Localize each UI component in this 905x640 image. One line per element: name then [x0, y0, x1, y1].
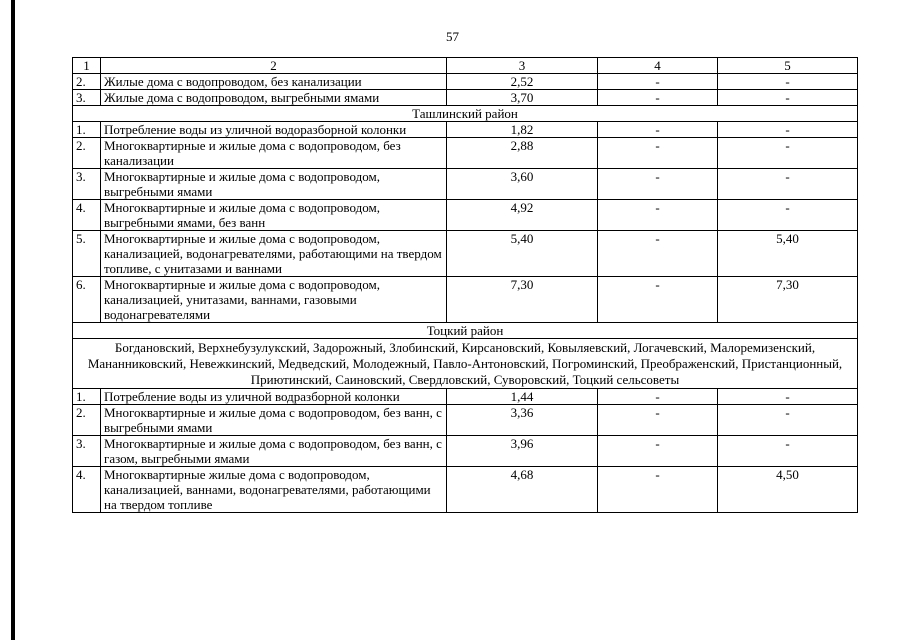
- consumption-norms-table: [72, 57, 858, 513]
- row-number: 3.: [73, 436, 101, 467]
- column-5-value: -: [718, 122, 858, 138]
- table-row: [73, 138, 858, 169]
- row-number: 1.: [73, 389, 101, 405]
- row-number: 3.: [73, 90, 101, 106]
- table-row: [73, 74, 858, 90]
- column-4-value: -: [598, 74, 718, 90]
- column-number-4: 4: [598, 58, 718, 74]
- column-5-value: 5,40: [718, 231, 858, 277]
- column-4-value: -: [598, 122, 718, 138]
- row-number: 6.: [73, 277, 101, 323]
- row-number: 2.: [73, 405, 101, 436]
- column-4-value: -: [598, 436, 718, 467]
- column-5-value: -: [718, 90, 858, 106]
- table-row: [73, 405, 858, 436]
- column-number-5: 5: [718, 58, 858, 74]
- page-number: 57: [446, 29, 459, 44]
- row-description: Многоквартирные и жилые дома с водопроводом, выгребными ямами, без ванн: [101, 200, 447, 231]
- column-5-value: 7,30: [718, 277, 858, 323]
- district-title-row: [73, 323, 858, 339]
- table-row: [73, 169, 858, 200]
- norm-value: 2,52: [447, 74, 598, 90]
- table-header-row: [73, 58, 858, 74]
- column-number-1: 1: [73, 58, 101, 74]
- row-number: 1.: [73, 122, 101, 138]
- norm-value: 2,88: [447, 138, 598, 169]
- row-number: 5.: [73, 231, 101, 277]
- norm-value: 4,92: [447, 200, 598, 231]
- row-description: Многоквартирные и жилые дома с водопроводом, без канализации: [101, 138, 447, 169]
- norm-value: 3,70: [447, 90, 598, 106]
- row-description: Многоквартирные и жилые дома с водопроводом, без ванн, с газом, выгребными ямами: [101, 436, 447, 467]
- row-number: 4.: [73, 200, 101, 231]
- row-number: 2.: [73, 138, 101, 169]
- norm-value: 3,36: [447, 405, 598, 436]
- row-description: Потребление воды из уличной водоразборной колонки: [101, 122, 447, 138]
- row-description: Многоквартирные жилые дома с водопроводом, канализацией, ваннами, водонагревателями, работающими на твердом топливе: [101, 467, 447, 513]
- column-4-value: -: [598, 405, 718, 436]
- table-row: [73, 231, 858, 277]
- column-4-value: -: [598, 277, 718, 323]
- column-5-value: -: [718, 436, 858, 467]
- column-4-value: -: [598, 138, 718, 169]
- column-5-value: -: [718, 138, 858, 169]
- district-title: Ташлинский район: [73, 106, 858, 122]
- table-row: [73, 389, 858, 405]
- row-number: 2.: [73, 74, 101, 90]
- column-5-value: 4,50: [718, 467, 858, 513]
- column-4-value: -: [598, 90, 718, 106]
- table-row: [73, 122, 858, 138]
- column-5-value: -: [718, 389, 858, 405]
- norm-value: 3,60: [447, 169, 598, 200]
- row-description: Потребление воды из уличной водразборной колонки: [101, 389, 447, 405]
- scan-edge-bar: [11, 0, 15, 640]
- column-5-value: -: [718, 405, 858, 436]
- column-5-value: -: [718, 74, 858, 90]
- table-row: [73, 436, 858, 467]
- column-number-3: 3: [447, 58, 598, 74]
- row-description: Многоквартирные и жилые дома с водопроводом, выгребными ямами: [101, 169, 447, 200]
- norm-value: 5,40: [447, 231, 598, 277]
- row-number: 3.: [73, 169, 101, 200]
- norm-value: 7,30: [447, 277, 598, 323]
- table-row: [73, 200, 858, 231]
- column-5-value: -: [718, 169, 858, 200]
- norm-value: 1,82: [447, 122, 598, 138]
- column-4-value: -: [598, 467, 718, 513]
- row-description: Жилые дома с водопроводом, без канализации: [101, 74, 447, 90]
- norm-value: 1,44: [447, 389, 598, 405]
- norm-value: 3,96: [447, 436, 598, 467]
- norm-value: 4,68: [447, 467, 598, 513]
- councils-list: Богдановский, Верхнебузулукский, Задорожный, Злобинский, Кирсановский, Ковыляевский, Логачевский, Малоремизенский, Мананниковский, Невежкинский, Медведский, Молодежный, Павло-Антоновский, Погроминский, Преображенский, Пристанционный, Приютинский, Саиновский, Свердловский, Суворовский, Тоцкий сельсоветы: [73, 339, 858, 389]
- councils-list-row: [73, 339, 858, 389]
- district-title-row: [73, 106, 858, 122]
- row-description: Многоквартирные и жилые дома с водопроводом, без ванн, с выгребными ямами: [101, 405, 447, 436]
- district-title: Тоцкий район: [73, 323, 858, 339]
- table-row: [73, 90, 858, 106]
- row-number: 4.: [73, 467, 101, 513]
- row-description: Многоквартирные и жилые дома с водопроводом, канализацией, водонагревателями, работающими на твердом топливе, с унитазами и ваннами: [101, 231, 447, 277]
- column-4-value: -: [598, 200, 718, 231]
- column-5-value: -: [718, 200, 858, 231]
- row-description: Жилые дома с водопроводом, выгребными ямами: [101, 90, 447, 106]
- column-4-value: -: [598, 389, 718, 405]
- table-row: [73, 277, 858, 323]
- table-row: [73, 467, 858, 513]
- column-number-2: 2: [101, 58, 447, 74]
- row-description: Многоквартирные и жилые дома с водопроводом, канализацией, унитазами, ваннами, газовыми водонагревателями: [101, 277, 447, 323]
- column-4-value: -: [598, 169, 718, 200]
- column-4-value: -: [598, 231, 718, 277]
